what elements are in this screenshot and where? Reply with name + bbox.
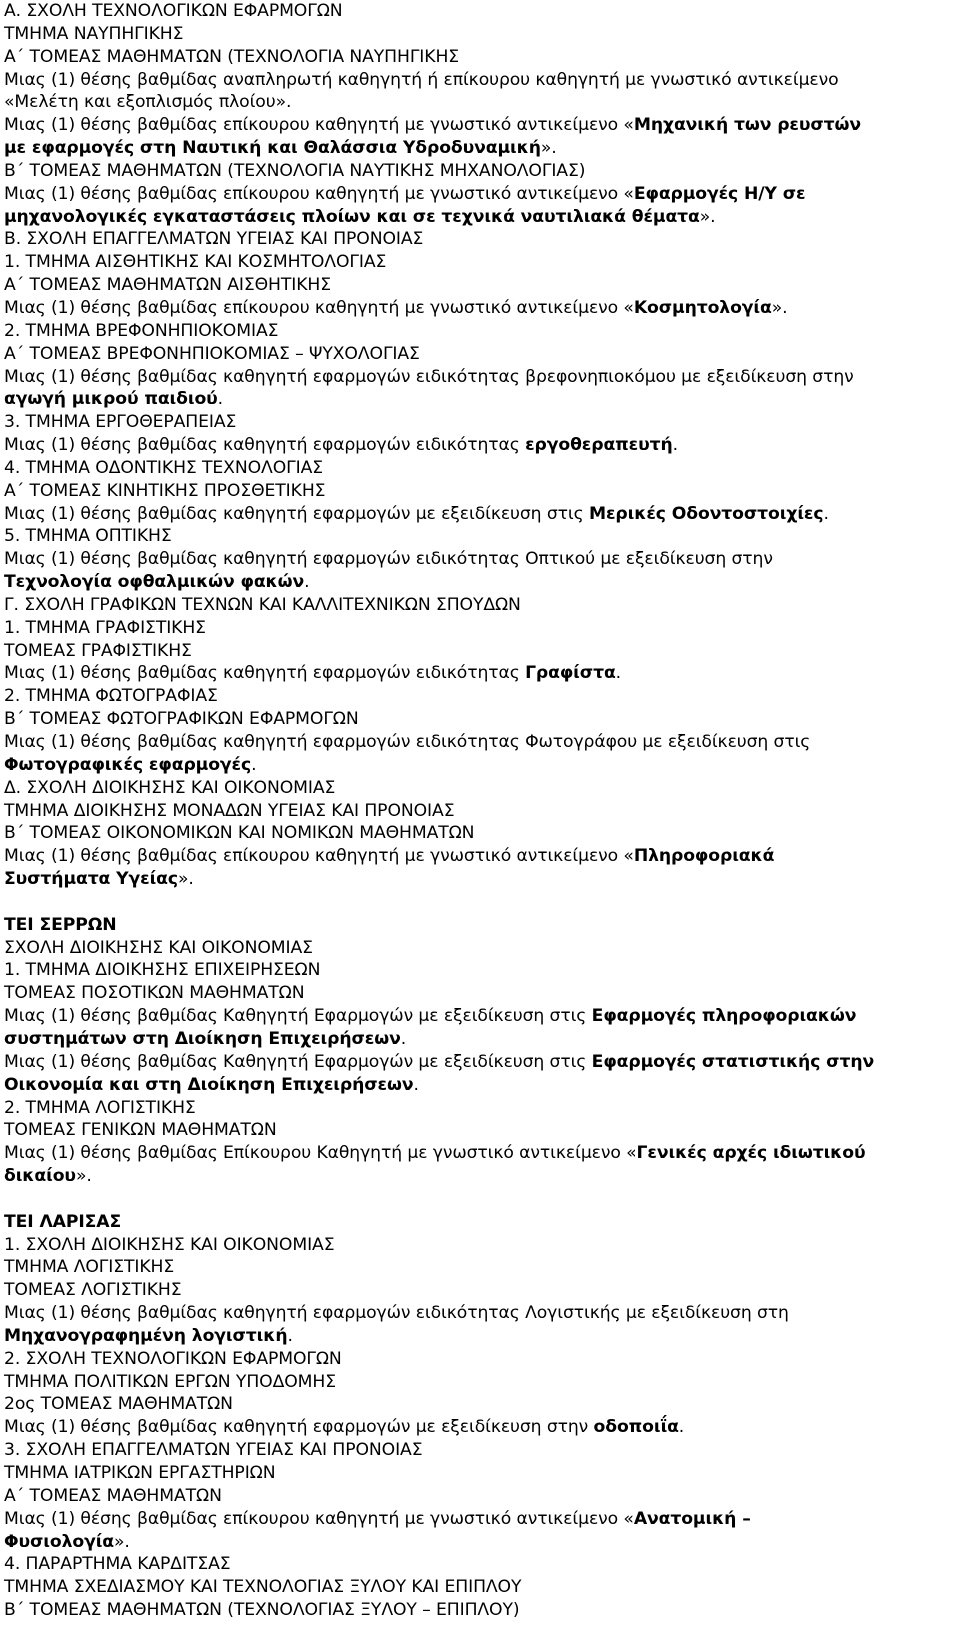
text-line <box>4 777 956 800</box>
text-line <box>4 434 956 457</box>
text-span: Γ. ΣΧΟΛΗ ΓΡΑΦΙΚΩΝ ΤΕΧΝΩΝ ΚΑΙ ΚΑΛΛΙΤΕΧΝΙΚΩΝ ΣΠΟΥΔΩΝ <box>4 594 521 615</box>
text-line <box>4 937 956 960</box>
text-line <box>4 1325 956 1348</box>
text-line <box>4 1439 956 1462</box>
text-span: Μιας (1) θέσης βαθμίδας καθηγητή εφαρμογών με εξειδίκευση στις <box>4 503 589 524</box>
text-span: ΤΟΜΕΑΣ ΠΟΣΟΤΙΚΩΝ ΜΑΘΗΜΑΤΩΝ <box>4 983 305 1004</box>
text-span: ». <box>75 1166 92 1187</box>
text-line <box>4 822 956 845</box>
text-line <box>4 251 956 274</box>
text-line <box>4 1234 956 1257</box>
bold-text: Οικονομία και στη Διοίκηση Επιχειρήσεων <box>4 1074 414 1095</box>
text-span: ». <box>540 138 557 159</box>
text-span: 4. ΤΜΗΜΑ ΟΔΟΝΤΙΚΗΣ ΤΕΧΝΟΛΟΓΙΑΣ <box>4 457 323 478</box>
text-line <box>4 845 956 868</box>
text-span: Α΄ ΤΟΜΕΑΣ ΜΑΘΗΜΑΤΩΝ (ΤΕΧΝΟΛΟΓΙΑ ΝΑΥΠΗΓΙΚΗΣ <box>4 46 460 67</box>
text-line <box>4 1531 956 1554</box>
text-line <box>4 1508 956 1531</box>
text-span: Μιας (1) θέσης βαθμίδας επίκουρου καθηγητή με γνωστικό αντικείμενο « <box>4 297 634 318</box>
text-span: ». <box>177 869 194 890</box>
text-span: Μιας (1) θέσης βαθμίδας καθηγητή εφαρμογών ειδικότητας <box>4 663 526 684</box>
text-span: Μιας (1) θέσης βαθμίδας Επίκουρου Καθηγητή με γνωστικό αντικείμενο « <box>4 1143 637 1164</box>
text-span: . <box>287 1325 293 1346</box>
bold-text: ΤΕΙ ΣΕΡΡΩΝ <box>4 914 117 935</box>
text-span: Β΄ ΤΟΜΕΑΣ ΜΑΘΗΜΑΤΩΝ (ΤΕΧΝΟΛΟΓΙΑΣ ΞΥΛΟΥ – ΕΠΙΠΛΟΥ) <box>4 1600 520 1621</box>
text-span: . <box>400 1028 407 1049</box>
text-line <box>4 1599 956 1622</box>
bold-text: Φωτογραφικές εφαρμογές <box>4 754 252 775</box>
bold-text: Συστήματα Υγείας <box>4 869 178 890</box>
text-line <box>4 1165 956 1188</box>
text-span: Α΄ ΤΟΜΕΑΣ ΜΑΘΗΜΑΤΩΝ ΑΙΣΘΗΤΙΚΗΣ <box>4 275 331 296</box>
text-span: 1. ΤΜΗΜΑ ΓΡΑΦΙΣΤΙΚΗΣ <box>4 617 206 638</box>
text-span: ΤΟΜΕΑΣ ΛΟΓΙΣΤΙΚΗΣ <box>4 1280 182 1301</box>
bold-text: Γραφίστα <box>525 663 616 684</box>
text-span: 1. ΤΜΗΜΑ ΑΙΣΘΗΤΙΚΗΣ ΚΑΙ ΚΟΣΜΗΤΟΛΟΓΙΑΣ <box>4 252 387 273</box>
text-span: 3. ΤΜΗΜΑ ΕΡΓΟΘΕΡΑΠΕΙΑΣ <box>4 412 237 433</box>
bold-text: Μερικές Οδοντοστοιχίες <box>588 503 824 524</box>
text-span: . <box>678 1417 685 1438</box>
text-line <box>4 91 956 114</box>
text-span: Μιας (1) θέσης βαθμίδας καθηγητή εφαρμογών ειδικότητας Λογιστικής με εξειδίκευση στη <box>4 1303 789 1324</box>
text-line <box>4 46 956 69</box>
text-line <box>4 503 956 526</box>
text-line <box>4 685 956 708</box>
text-line <box>4 1119 956 1142</box>
text-line <box>4 114 956 137</box>
bold-text: Πληροφοριακά <box>633 846 775 867</box>
bold-text: συστημάτων στη Διοίκηση Επιχειρήσεων <box>4 1028 401 1049</box>
text-span: «Μελέτη και εξοπλισμός πλοίου». <box>4 92 292 113</box>
text-line <box>4 457 956 480</box>
bold-text: με εφαρμογές στη Ναυτική και Θαλάσσια Υδροδυναμική <box>4 138 541 159</box>
text-line <box>4 480 956 503</box>
text-span: Β΄ ΤΟΜΕΑΣ ΟΙΚΟΝΟΜΙΚΩΝ ΚΑΙ ΝΟΜΙΚΩΝ ΜΑΘΗΜΑΤΩΝ <box>4 823 475 844</box>
text-line <box>4 1462 956 1485</box>
text-line <box>4 800 956 823</box>
text-line <box>4 1279 956 1302</box>
text-line <box>4 297 956 320</box>
bold-text: Φυσιολογία <box>4 1531 115 1552</box>
text-span: Μιας (1) θέσης βαθμίδας επίκουρου καθηγητή με γνωστικό αντικείμενο « <box>4 1508 634 1529</box>
text-span: Μιας (1) θέσης βαθμίδας καθηγητή εφαρμογών ειδικότητας Οπτικού με εξειδίκευση στην <box>4 549 773 570</box>
text-span: Β. ΣΧΟΛΗ ΕΠΑΓΓΕΛΜΑΤΩΝ ΥΓΕΙΑΣ ΚΑΙ ΠΡΟΝΟΙΑΣ <box>4 229 424 250</box>
text-line <box>4 1371 956 1394</box>
text-span: . <box>823 503 829 524</box>
text-line <box>4 525 956 548</box>
bold-text: ΤΕΙ ΛΑΡΙΣΑΣ <box>4 1211 122 1232</box>
bold-text: εργοθεραπευτή <box>525 435 673 456</box>
text-span: Μιας (1) θέσης βαθμίδας Καθηγητή Εφαρμογών με εξειδίκευση στις <box>4 1051 592 1072</box>
text-line <box>4 594 956 617</box>
text-span: Β΄ ΤΟΜΕΑΣ ΜΑΘΗΜΑΤΩΝ (ΤΕΧΝΟΛΟΓΙΑ ΝΑΥΤΙΚΗΣ ΜΗΧΑΝΟΛΟΓΙΑΣ) <box>4 160 586 181</box>
blank-line <box>4 1188 956 1211</box>
bold-text: Τεχνολογία οφθαλμικών φακών <box>4 572 305 593</box>
text-span: 2. ΤΜΗΜΑ ΦΩΤΟΓΡΑΦΙΑΣ <box>4 686 218 707</box>
text-line <box>4 868 956 891</box>
text-line <box>4 206 956 229</box>
bold-text: Κοσμητολογία <box>633 297 772 318</box>
text-line <box>4 1393 956 1416</box>
text-span: 2. ΤΜΗΜΑ ΛΟΓΙΣΤΙΚΗΣ <box>4 1097 196 1118</box>
bold-text: οδοποιΐα <box>593 1417 679 1438</box>
text-span: ». <box>114 1531 130 1552</box>
text-line <box>4 183 956 206</box>
bold-text: Ανατομική – <box>633 1508 751 1529</box>
text-span: Μιας (1) θέσης βαθμίδας καθηγητή εφαρμογών με εξειδίκευση στην <box>4 1417 594 1438</box>
text-line <box>4 708 956 731</box>
text-line <box>4 1256 956 1279</box>
text-line <box>4 617 956 640</box>
text-span: 1. ΣΧΟΛΗ ΔΙΟΙΚΗΣΗΣ ΚΑΙ ΟΙΚΟΝΟΜΙΑΣ <box>4 1234 335 1255</box>
text-line <box>4 137 956 160</box>
text-span: Μιας (1) θέσης βαθμίδας καθηγητή εφαρμογών ειδικότητας Φωτογράφου με εξειδίκευση στις <box>4 732 811 752</box>
text-line <box>4 731 956 754</box>
text-span: 5. ΤΜΗΜΑ ΟΠΤΙΚΗΣ <box>4 526 172 547</box>
text-span: Μιας (1) θέσης βαθμίδας αναπληρωτή καθηγητή ή επίκουρου καθηγητή με γνωστικό αντικείμενο <box>4 69 839 90</box>
text-span: ΤΜΗΜΑ ΔΙΟΙΚΗΣΗΣ ΜΟΝΑΔΩΝ ΥΓΕΙΑΣ ΚΑΙ ΠΡΟΝΟΙΑΣ <box>4 800 455 821</box>
text-line <box>4 571 956 594</box>
bold-text: Εφαρμογές Η/Υ σε <box>633 183 806 204</box>
text-line <box>4 411 956 434</box>
text-line <box>4 0 956 23</box>
text-span: Μιας (1) θέσης βαθμίδας καθηγητή εφαρμογών ειδικότητας βρεφονηπιοκόμου με εξειδίκευση στην <box>4 366 854 387</box>
text-line <box>4 274 956 297</box>
text-span: ΤΜΗΜΑ ΝΑΥΠΗΓΙΚΗΣ <box>4 23 184 44</box>
text-span: 4. ΠΑΡΑΡΤΗΜΑ ΚΑΡΔΙΤΣΑΣ <box>4 1554 231 1575</box>
text-span: 3. ΣΧΟΛΗ ΕΠΑΓΓΕΛΜΑΤΩΝ ΥΓΕΙΑΣ ΚΑΙ ΠΡΟΝΟΙΑΣ <box>4 1440 423 1461</box>
blank-line <box>4 891 956 914</box>
bold-text: Μηχανική των ρευστών <box>633 115 861 136</box>
text-span: 2ος ΤΟΜΕΑΣ ΜΑΘΗΜΑΤΩΝ <box>4 1394 233 1415</box>
text-span: ΤΜΗΜΑ ΙΑΤΡΙΚΩΝ ΕΡΓΑΣΤΗΡΙΩΝ <box>4 1463 276 1483</box>
bold-text: Εφαρμογές πληροφοριακών <box>591 1006 857 1027</box>
text-span: ΤΟΜΕΑΣ ΓΕΝΙΚΩΝ ΜΑΘΗΜΑΤΩΝ <box>4 1120 277 1141</box>
text-line <box>4 320 956 343</box>
text-line <box>4 1553 956 1576</box>
text-line <box>4 160 956 183</box>
text-line <box>4 1005 956 1028</box>
text-span: ΤΜΗΜΑ ΣΧΕΔΙΑΣΜΟΥ ΚΑΙ ΤΕΧΝΟΛΟΓΙΑΣ ΞΥΛΟΥ ΚΑΙ ΕΠΙΠΛΟΥ <box>4 1577 522 1598</box>
text-span: . <box>615 663 622 684</box>
text-line <box>4 1348 956 1371</box>
text-line <box>4 228 956 251</box>
text-span: 1. ΤΜΗΜΑ ΔΙΟΙΚΗΣΗΣ ΕΠΙΧΕΙΡΗΣΕΩΝ <box>4 960 321 981</box>
text-line <box>4 662 956 685</box>
text-span: Μιας (1) θέσης βαθμίδας επίκουρου καθηγητή με γνωστικό αντικείμενο « <box>4 846 634 867</box>
text-span: . <box>251 754 257 775</box>
bold-text: αγωγή μικρού παιδιού <box>4 389 218 410</box>
text-line <box>4 1416 956 1439</box>
bold-text: Γενικές αρχές ιδιωτικού <box>636 1143 866 1164</box>
text-span: Α΄ ΤΟΜΕΑΣ ΚΙΝΗΤΙΚΗΣ ΠΡΟΣΘΕΤΙΚΗΣ <box>4 480 326 501</box>
text-span: Α΄ ΤΟΜΕΑΣ ΜΑΘΗΜΑΤΩΝ <box>4 1485 222 1506</box>
text-line <box>4 1142 956 1165</box>
text-line <box>4 959 956 982</box>
text-span: ΤΜΗΜΑ ΛΟΓΙΣΤΙΚΗΣ <box>4 1257 175 1278</box>
text-span: ». <box>699 206 716 227</box>
bold-text: δικαίου <box>4 1166 76 1187</box>
text-line <box>4 1485 956 1508</box>
text-line <box>4 1211 956 1234</box>
text-span: . <box>672 435 678 456</box>
text-span: ΤΟΜΕΑΣ ΓΡΑΦΙΣΤΙΚΗΣ <box>4 640 192 661</box>
bold-text: Μηχανογραφημένη λογιστική <box>4 1325 288 1346</box>
text-span: ΤΜΗΜΑ ΠΟΛΙΤΙΚΩΝ ΕΡΓΩΝ ΥΠΟΔΟΜΗΣ <box>4 1371 336 1392</box>
text-span: Δ. ΣΧΟΛΗ ΔΙΟΙΚΗΣΗΣ ΚΑΙ ΟΙΚΟΝΟΜΙΑΣ <box>4 777 336 798</box>
text-span: Α΄ ΤΟΜΕΑΣ ΒΡΕΦΟΝΗΠΙΟΚΟΜΙΑΣ – ΨΥΧΟΛΟΓΙΑΣ <box>4 343 420 364</box>
text-span: Α. ΣΧΟΛΗ ΤΕΧΝΟΛΟΓΙΚΩΝ ΕΦΑΡΜΟΓΩΝ <box>4 1 343 21</box>
document-body <box>4 0 956 1622</box>
bold-text: μηχανολογικές εγκαταστάσεις πλοίων και σε τεχνικά ναυτιλιακά θέματα <box>4 206 700 227</box>
text-span: . <box>304 572 310 593</box>
text-span: 2. ΤΜΗΜΑ ΒΡΕΦΟΝΗΠΙΟΚΟΜΙΑΣ <box>4 320 279 341</box>
text-line <box>4 914 956 937</box>
text-line <box>4 1097 956 1120</box>
text-line <box>4 982 956 1005</box>
text-line <box>4 69 956 92</box>
text-line <box>4 548 956 571</box>
bold-text: Εφαρμογές στατιστικής στην <box>591 1051 875 1072</box>
text-span: Μιας (1) θέσης βαθμίδας καθηγητή εφαρμογών ειδικότητας <box>4 435 526 456</box>
text-line <box>4 640 956 663</box>
text-span: Β΄ ΤΟΜΕΑΣ ΦΩΤΟΓΡΑΦΙΚΩΝ ΕΦΑΡΜΟΓΩΝ <box>4 709 359 730</box>
text-span: 2. ΣΧΟΛΗ ΤΕΧΝΟΛΟΓΙΚΩΝ ΕΦΑΡΜΟΓΩΝ <box>4 1348 342 1369</box>
text-line <box>4 1302 956 1325</box>
text-span: . <box>217 389 224 410</box>
text-span: Μιας (1) θέσης βαθμίδας επίκουρου καθηγητή με γνωστικό αντικείμενο « <box>4 115 634 136</box>
text-line <box>4 23 956 46</box>
text-line <box>4 388 956 411</box>
text-line <box>4 1074 956 1097</box>
text-span: Μιας (1) θέσης βαθμίδας Καθηγητή Εφαρμογών με εξειδίκευση στις <box>4 1006 592 1027</box>
text-line <box>4 1576 956 1599</box>
text-span: ». <box>771 297 788 318</box>
text-line <box>4 1051 956 1074</box>
text-span: . <box>413 1074 419 1095</box>
text-span: Μιας (1) θέσης βαθμίδας επίκουρου καθηγητή με γνωστικό αντικείμενο « <box>4 183 634 204</box>
text-line <box>4 343 956 366</box>
text-line <box>4 1028 956 1051</box>
text-line <box>4 366 956 389</box>
text-line <box>4 754 956 777</box>
text-span: ΣΧΟΛΗ ΔΙΟΙΚΗΣΗΣ ΚΑΙ ΟΙΚΟΝΟΜΙΑΣ <box>4 937 313 958</box>
